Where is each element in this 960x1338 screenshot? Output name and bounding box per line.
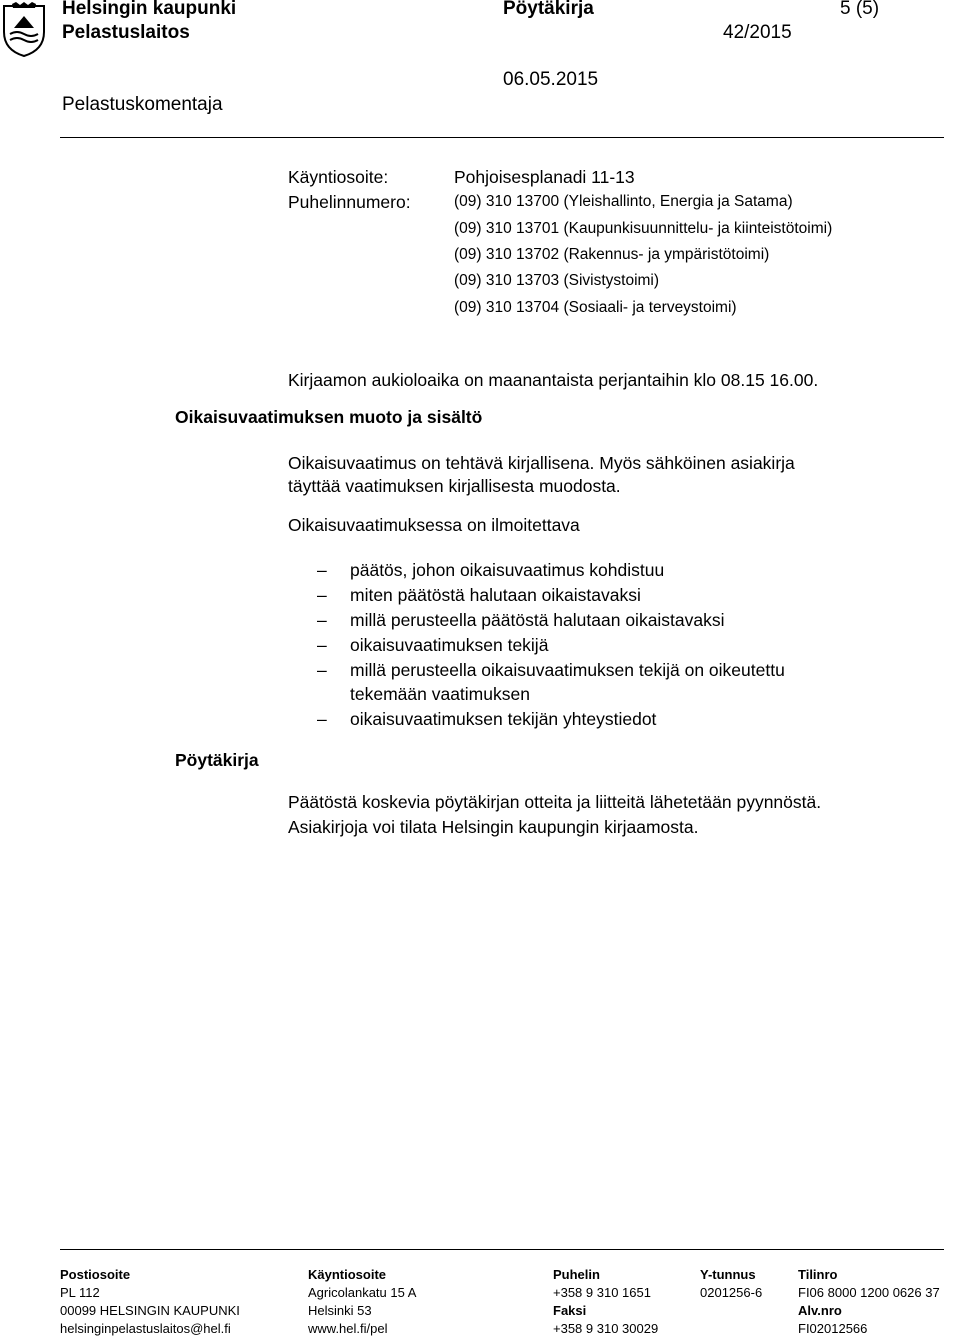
footer-value: FI02012566: [798, 1321, 868, 1336]
list-item-text: millä perusteella päätöstä halutaan oikaistavaksi: [350, 610, 725, 630]
phone-label: Puhelinnumero:: [288, 192, 411, 212]
requirements-list: [317, 558, 910, 738]
phone-line: (09) 310 13702 (Rakennus- ja ympäristötoimi): [454, 246, 770, 263]
header-doc-number: 42/2015: [723, 22, 792, 43]
footer-visit: [308, 1266, 416, 1338]
header-date: 06.05.2015: [503, 69, 599, 90]
footer-postal: [60, 1266, 240, 1338]
minutes-line: Päätöstä koskevia pöytäkirjan otteita ja liitteitä lähetetään pyynnöstä.: [288, 792, 822, 812]
list-item: [317, 608, 725, 632]
header-divider: [60, 137, 944, 138]
minutes-line: Asiakirjoja voi tilata Helsingin kaupungin kirjaamosta.: [288, 817, 699, 837]
section-heading-minutes: Pöytäkirja: [175, 750, 259, 770]
footer-email: helsinginpelastuslaitos@hel.fi: [60, 1321, 231, 1336]
footer-value: 00099 HELSINGIN KAUPUNKI: [60, 1303, 240, 1318]
dash-bullet: –: [317, 610, 327, 630]
footer-value: FI06 8000 1200 0626 37: [798, 1285, 940, 1300]
header-city: Helsingin kaupunki: [62, 0, 237, 19]
footer-label: Faksi: [553, 1303, 587, 1318]
footer-label: Puhelin: [553, 1267, 600, 1282]
footer-value: Agricolankatu 15 A: [308, 1285, 417, 1300]
dash-bullet: –: [317, 585, 327, 605]
phone-line: (09) 310 13703 (Sivistystoimi): [454, 272, 660, 289]
dash-bullet: –: [317, 709, 327, 729]
footer-value: Helsinki 53: [308, 1303, 372, 1318]
footer-label: Käyntiosoite: [308, 1267, 387, 1282]
list-item-text: millä perusteella oikaisuvaatimuksen tekijä on oikeutettu: [350, 660, 785, 680]
footer-business-id: [700, 1266, 762, 1302]
header-page-number: 5 (5): [840, 0, 880, 19]
section-heading-form: Oikaisuvaatimuksen muoto ja sisältö: [175, 407, 483, 427]
dash-bullet: –: [317, 660, 327, 680]
list-item-text: päätös, johon oikaisuvaatimus kohdistuu: [350, 560, 665, 580]
list-item-text: oikaisuvaatimuksen tekijä: [350, 635, 549, 655]
list-item-text: miten päätöstä halutaan oikaistavaksi: [350, 585, 641, 605]
helsinki-crest-logo: [2, 2, 46, 58]
footer-phone: [553, 1266, 658, 1338]
footer-value: 0201256-6: [700, 1285, 763, 1300]
phone-line: (09) 310 13704 (Sosiaali- ja terveystoimi): [454, 299, 737, 316]
list-item: [317, 707, 657, 731]
visit-address-label: Käyntiosoite:: [288, 167, 389, 187]
list-item: [317, 558, 665, 582]
phone-line: (09) 310 13701 (Kaupunkisuunnittelu- ja kiinteistötoimi): [454, 220, 833, 237]
visit-address-value: Pohjoisesplanadi 11-13: [454, 167, 635, 187]
office-hours: Kirjaamon aukioloaika on maanantaista perjantaihin klo 08.15 16.00.: [288, 370, 819, 390]
dash-bullet: –: [317, 560, 327, 580]
list-item: [317, 658, 785, 682]
footer-website: www.hel.fi/pel: [308, 1321, 388, 1336]
header-doc-type: Pöytäkirja: [503, 0, 594, 19]
list-item-text: oikaisuvaatimuksen tekijän yhteystiedot: [350, 709, 657, 729]
form-paragraph-line: täyttää vaatimuksen kirjallisesta muodosta.: [288, 476, 621, 496]
footer-account: [798, 1266, 940, 1338]
list-item: [317, 633, 549, 657]
header-department: Pelastuslaitos: [62, 22, 190, 43]
phone-line: (09) 310 13700 (Yleishallinto, Energia ja Satama): [454, 193, 793, 210]
footer-divider: [60, 1249, 944, 1250]
list-item-text: tekemään vaatimuksen: [350, 684, 530, 704]
dash-bullet: –: [317, 635, 327, 655]
list-item-continuation: [350, 682, 530, 706]
form-paragraph-line: Oikaisuvaatimus on tehtävä kirjallisena. Myös sähköinen asiakirja: [288, 453, 795, 473]
footer-value: PL 112: [60, 1285, 100, 1300]
footer-label: Alv.nro: [798, 1303, 842, 1318]
form-intro: Oikaisuvaatimuksessa on ilmoitettava: [288, 515, 580, 535]
header-body: Pelastuskomentaja: [62, 94, 223, 115]
footer-value: +358 9 310 30029: [553, 1321, 659, 1336]
footer-label: Postiosoite: [60, 1267, 131, 1282]
footer-label: Tilinro: [798, 1267, 838, 1282]
footer-value: +358 9 310 1651: [553, 1285, 651, 1300]
list-item: [317, 583, 641, 607]
footer-label: Y-tunnus: [700, 1267, 756, 1282]
